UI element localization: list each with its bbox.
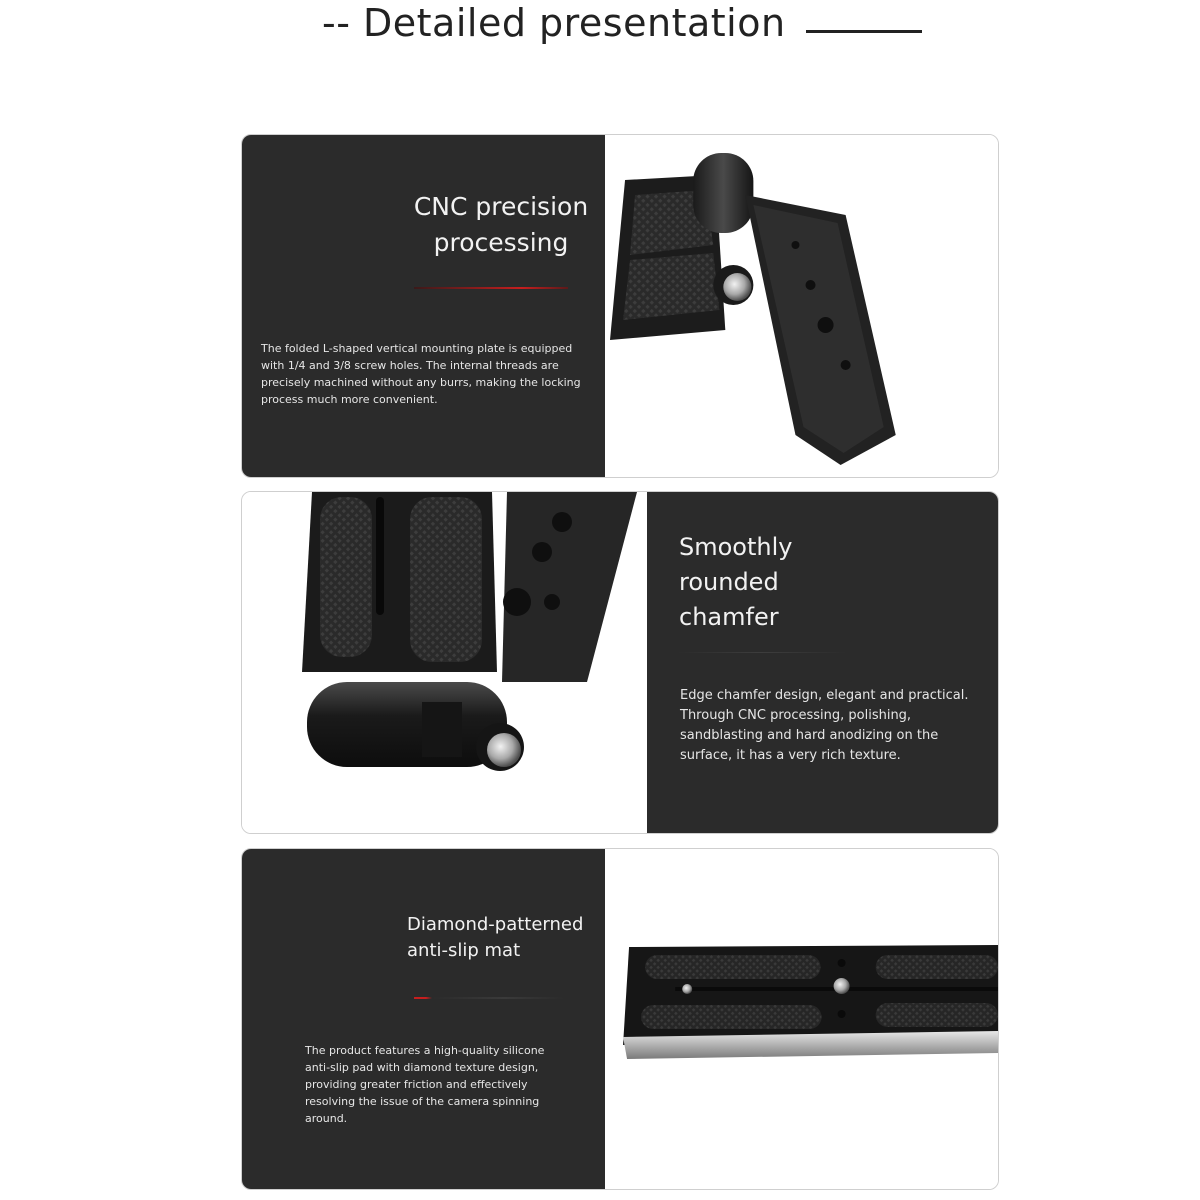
text-panel bbox=[242, 135, 605, 477]
text-panel bbox=[242, 849, 605, 1189]
text-panel bbox=[647, 492, 998, 833]
feature-card-cnc bbox=[241, 134, 999, 478]
feature-heading: CNC precision processing bbox=[413, 192, 589, 257]
folded-l-plate-photo bbox=[605, 135, 998, 477]
plate-chamfer-photo bbox=[242, 492, 647, 833]
heading-accent-line bbox=[414, 287, 568, 289]
feature-description: The product features a high-quality silicone anti-slip pad with diamond texture design, providing greater friction and effectively resolving the issue of the camera spinning around. bbox=[305, 1044, 545, 1125]
heading-accent-line bbox=[677, 652, 847, 653]
feature-card-anti-slip bbox=[241, 848, 999, 1190]
anti-slip-plate-photo bbox=[605, 849, 998, 1189]
page-title: -- Detailed presentation bbox=[322, 1, 786, 45]
feature-card-chamfer bbox=[241, 491, 999, 834]
title-divider bbox=[806, 30, 922, 33]
feature-heading: Smoothly rounded chamfer bbox=[679, 533, 793, 631]
feature-heading: Diamond-patterned anti-slip mat bbox=[407, 914, 584, 961]
feature-description: The folded L-shaped vertical mounting plate is equipped with 1/4 and 3/8 screw holes. The internal threads are precisely machined without any burrs, making the locking process much more convenient. bbox=[261, 342, 581, 406]
feature-description: Edge chamfer design, elegant and practical. Through CNC processing, polishing, sandblasting and hard anodizing on the surface, it has a very rich texture. bbox=[680, 688, 969, 763]
heading-accent-line bbox=[414, 997, 564, 999]
